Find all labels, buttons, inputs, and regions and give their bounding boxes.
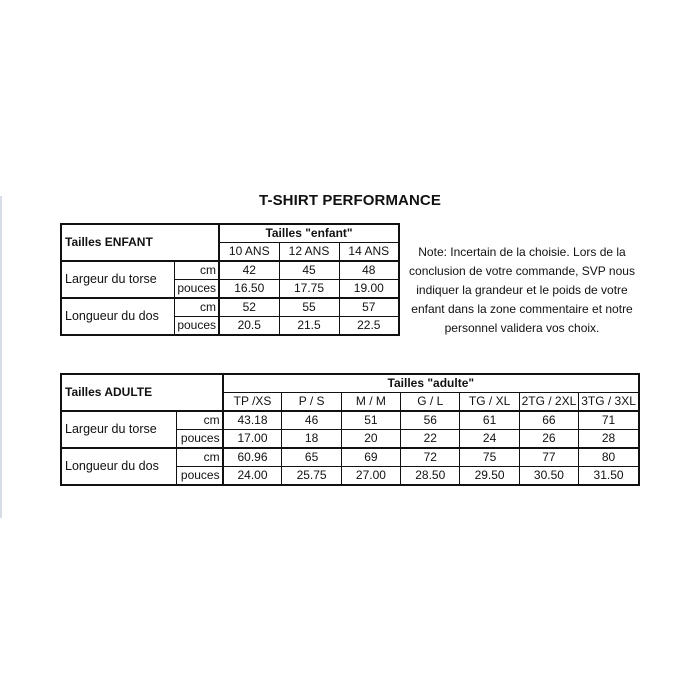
unit-label: pouces <box>174 280 219 299</box>
table-cell: 52 <box>219 298 279 317</box>
row-label: Longueur du dos <box>61 448 177 485</box>
table-row <box>61 411 639 430</box>
table-cell: 25.75 <box>282 467 341 486</box>
table-cell: 31.50 <box>579 467 639 486</box>
table-cell: 75 <box>460 448 519 467</box>
table-cell: 18 <box>282 430 341 449</box>
table-cell: 56 <box>401 411 460 430</box>
size-header: 14 ANS <box>339 243 399 262</box>
table-cell: 29.50 <box>460 467 519 486</box>
size-header: TP /XS <box>223 393 282 412</box>
table-cell: 42 <box>219 261 279 280</box>
size-header: P / S <box>282 393 341 412</box>
size-header: 12 ANS <box>279 243 339 262</box>
table-cell: 17.75 <box>279 280 339 299</box>
section-label-adulte: Tailles ADULTE <box>61 374 223 411</box>
size-header: M / M <box>341 393 400 412</box>
table-cell: 71 <box>579 411 639 430</box>
unit-label: pouces <box>177 467 223 486</box>
table-cell: 57 <box>339 298 399 317</box>
table-row <box>61 261 399 280</box>
table-cell: 28 <box>579 430 639 449</box>
table-cell: 24 <box>460 430 519 449</box>
table-cell: 65 <box>282 448 341 467</box>
table-cell: 26 <box>519 430 578 449</box>
table-cell: 17.00 <box>223 430 282 449</box>
section-label-enfant: Tailles ENFANT <box>61 224 219 261</box>
table-cell: 72 <box>401 448 460 467</box>
size-header: 3TG / 3XL <box>579 393 639 412</box>
table-cell: 46 <box>282 411 341 430</box>
row-label: Longueur du dos <box>61 298 174 335</box>
table-cell: 66 <box>519 411 578 430</box>
size-header: 10 ANS <box>219 243 279 262</box>
table-row <box>61 298 399 317</box>
table-cell: 30.50 <box>519 467 578 486</box>
table-cell: 51 <box>341 411 400 430</box>
unit-label: pouces <box>174 317 219 336</box>
table-cell: 60.96 <box>223 448 282 467</box>
table-cell: 61 <box>460 411 519 430</box>
table-cell: 20.5 <box>219 317 279 336</box>
table-cell: 45 <box>279 261 339 280</box>
table-cell: 55 <box>279 298 339 317</box>
table-cell: 28.50 <box>401 467 460 486</box>
table-cell: 19.00 <box>339 280 399 299</box>
size-table-adulte <box>60 373 640 486</box>
table-cell: 22 <box>401 430 460 449</box>
unit-label: cm <box>174 261 219 280</box>
table-cell: 16.50 <box>219 280 279 299</box>
table-cell: 77 <box>519 448 578 467</box>
unit-label: cm <box>177 411 223 430</box>
unit-label: cm <box>177 448 223 467</box>
size-header: TG / XL <box>460 393 519 412</box>
unit-label: pouces <box>177 430 223 449</box>
group-header-adulte: Tailles "adulte" <box>223 374 639 393</box>
table-cell: 24.00 <box>223 467 282 486</box>
table-cell: 22.5 <box>339 317 399 336</box>
page-title: T-SHIRT PERFORMANCE <box>259 192 441 209</box>
note-text: Note: Incertain de la choisie. Lors de la conclusion de votre commande, SVP nous indiquer la grandeur et le poids de votre enfant dans la zone commentaire et notre personnel validera vos choix. <box>409 245 635 335</box>
size-table-enfant <box>60 223 400 336</box>
table-cell: 43.18 <box>223 411 282 430</box>
table-row <box>61 448 639 467</box>
row-label: Largeur du torse <box>61 411 177 448</box>
table-cell: 48 <box>339 261 399 280</box>
group-header-enfant: Tailles "enfant" <box>219 224 399 243</box>
table-cell: 27.00 <box>341 467 400 486</box>
unit-label: cm <box>174 298 219 317</box>
table-cell: 69 <box>341 448 400 467</box>
table-cell: 20 <box>341 430 400 449</box>
row-label: Largeur du torse <box>61 261 174 298</box>
size-header: 2TG / 2XL <box>519 393 578 412</box>
table-cell: 21.5 <box>279 317 339 336</box>
table-cell: 80 <box>579 448 639 467</box>
left-edge-line <box>0 196 2 518</box>
size-header: G / L <box>401 393 460 412</box>
